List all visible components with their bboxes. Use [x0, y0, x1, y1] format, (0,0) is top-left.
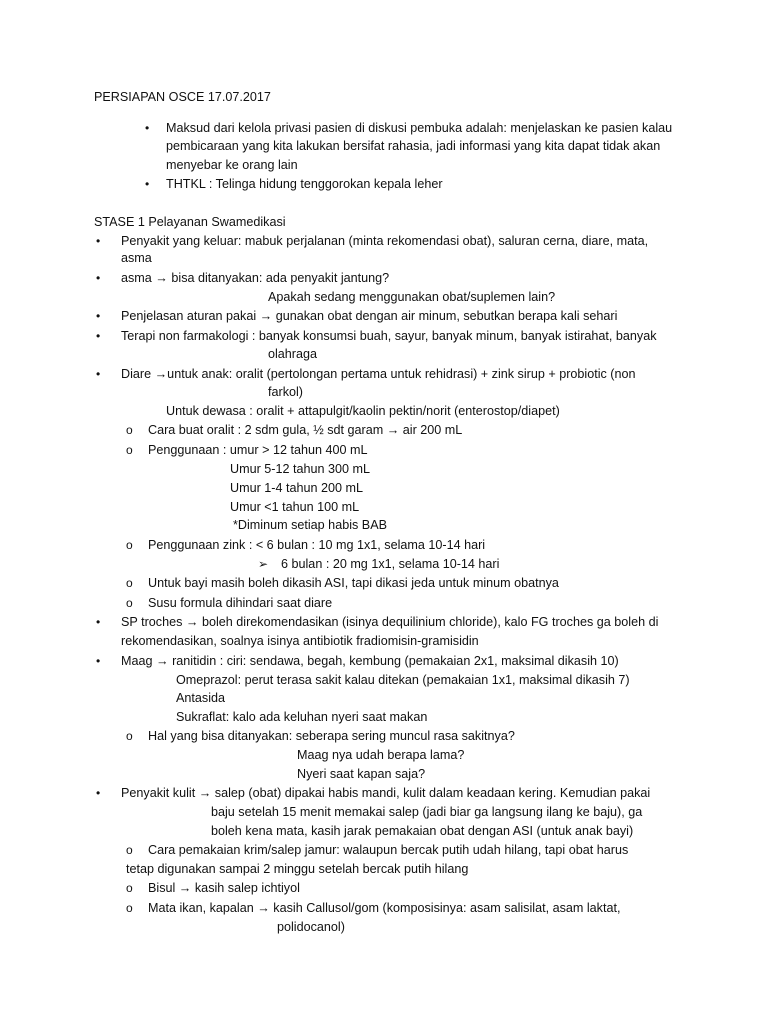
text-line: Maag nya udah berapa lama?: [297, 748, 465, 762]
bullet-dot: •: [96, 329, 101, 343]
text-line: baju setelah 15 menit memakai salep (jadi biar ga langsung ilang ke baju), ga: [211, 805, 643, 819]
text-line: Bisul → kasih salep ichtiyol: [148, 881, 300, 895]
bullet-dot: •: [96, 309, 101, 323]
bullet-circle: o: [126, 538, 133, 552]
intro-line: pembicaraan yang kita lakukan bersifat rahasia, jadi informasi yang kita dapat tidak akan: [166, 139, 661, 153]
bullet-dot: •: [145, 121, 150, 135]
text-line: Penjelasan aturan pakai → gunakan obat dengan air minum, sebutkan berapa kali sehari: [121, 309, 618, 323]
arrow-bullet-icon: ➢: [258, 557, 269, 571]
text-line: Apakah sedang menggunakan obat/suplemen lain?: [268, 290, 556, 304]
text-line: *Diminum setiap habis BAB: [233, 518, 387, 532]
bullet-circle: o: [126, 576, 133, 590]
text-line: Maag → ranitidin : ciri: sendawa, begah, kembung (pemakaian 2x1, maksimal dikasih 10): [121, 654, 619, 668]
bullet-circle: o: [126, 443, 133, 457]
intro-line: THTKL : Telinga hidung tenggorokan kepala leher: [166, 177, 443, 191]
text-line: Umur <1 tahun 100 mL: [230, 500, 360, 514]
bullet-circle: o: [126, 881, 133, 895]
text-line: 6 bulan : 20 mg 1x1, selama 10-14 hari: [281, 557, 500, 571]
bullet-dot: •: [96, 615, 101, 629]
text-line: olahraga: [268, 347, 318, 361]
text-line: Penggunaan : umur > 12 tahun 400 mL: [148, 443, 368, 457]
text-line: Umur 1-4 tahun 200 mL: [230, 481, 364, 495]
bullet-dot: •: [96, 234, 101, 248]
section-heading: STASE 1 Pelayanan Swamedikasi: [94, 215, 286, 229]
text-line: Penyakit yang keluar: mabuk perjalanan (minta rekomendasi obat), saluran cerna, diare, mata,: [121, 234, 649, 248]
text-line: Penyakit kulit → salep (obat) dipakai habis mandi, kulit dalam keadaan kering. Kemudian pakai: [121, 786, 651, 800]
text-line: Penggunaan zink : < 6 bulan : 10 mg 1x1, selama 10-14 hari: [148, 538, 486, 552]
document-title: PERSIAPAN OSCE 17.07.2017: [94, 90, 271, 104]
text-line: tetap digunakan sampai 2 minggu setelah bercak putih hilang: [126, 862, 469, 876]
text-line: SP troches → boleh direkomendasikan (isinya dequilinium chloride), kalo FG troches ga boleh di: [121, 615, 659, 629]
text-line: Hal yang bisa ditanyakan: seberapa sering muncul rasa sakitnya?: [148, 729, 515, 743]
intro-line: menyebar ke orang lain: [166, 158, 298, 172]
text-line: Untuk bayi masih boleh dikasih ASI, tapi dikasi jeda untuk minum obatnya: [148, 576, 559, 590]
text-line: Cara pemakaian krim/salep jamur: walaupun bercak putih udah hilang, tapi obat harus: [148, 843, 629, 857]
bullet-dot: •: [96, 786, 101, 800]
text-line: rekomendasikan, soalnya isinya antibiotik fradiomisin-gramisidin: [121, 634, 479, 648]
bullet-dot: •: [96, 367, 101, 381]
text-line: polidocanol): [277, 920, 345, 934]
bullet-dot: •: [96, 271, 101, 285]
intro-line: Maksud dari kelola privasi pasien di diskusi pembuka adalah: menjelaskan ke pasien kalau: [166, 121, 673, 135]
text-line: asma → bisa ditanyakan: ada penyakit jantung?: [121, 271, 390, 285]
text-line: boleh kena mata, kasih jarak pemakaian obat dengan ASI (untuk anak bayi): [211, 824, 634, 838]
text-line: Omeprazol: perut terasa sakit kalau ditekan (pemakaian 1x1, maksimal dikasih 7): [176, 673, 630, 687]
text-line: Umur 5-12 tahun 300 mL: [230, 462, 371, 476]
text-line: Sukraflat: kalo ada keluhan nyeri saat makan: [176, 710, 428, 724]
text-line: Diare →untuk anak: oralit (pertolongan pertama untuk rehidrasi) + zink sirup + probiotic (non: [121, 367, 636, 381]
bullet-circle: o: [126, 901, 133, 915]
text-line: asma: [121, 251, 152, 265]
bullet-circle: o: [126, 843, 133, 857]
text-line: Cara buat oralit : 2 sdm gula, ½ sdt garam → air 200 mL: [148, 423, 463, 437]
bullet-circle: o: [126, 596, 133, 610]
bullet-circle: o: [126, 729, 133, 743]
text-line: Antasida: [176, 691, 226, 705]
bullet-dot: •: [145, 177, 150, 191]
text-line: Nyeri saat kapan saja?: [297, 767, 426, 781]
bullet-circle: o: [126, 423, 133, 437]
text-line: Terapi non farmakologi : banyak konsumsi buah, sayur, banyak minum, banyak istirahat, banyak: [121, 329, 657, 343]
text-line: Mata ikan, kapalan → kasih Callusol/gom (komposisinya: asam salisilat, asam laktat,: [148, 901, 621, 915]
bullet-dot: •: [96, 654, 101, 668]
text-line: farkol): [268, 385, 303, 399]
text-line: Susu formula dihindari saat diare: [148, 596, 333, 610]
text-line: Untuk dewasa : oralit + attapulgit/kaolin pektin/norit (enterostop/diapet): [166, 404, 560, 418]
